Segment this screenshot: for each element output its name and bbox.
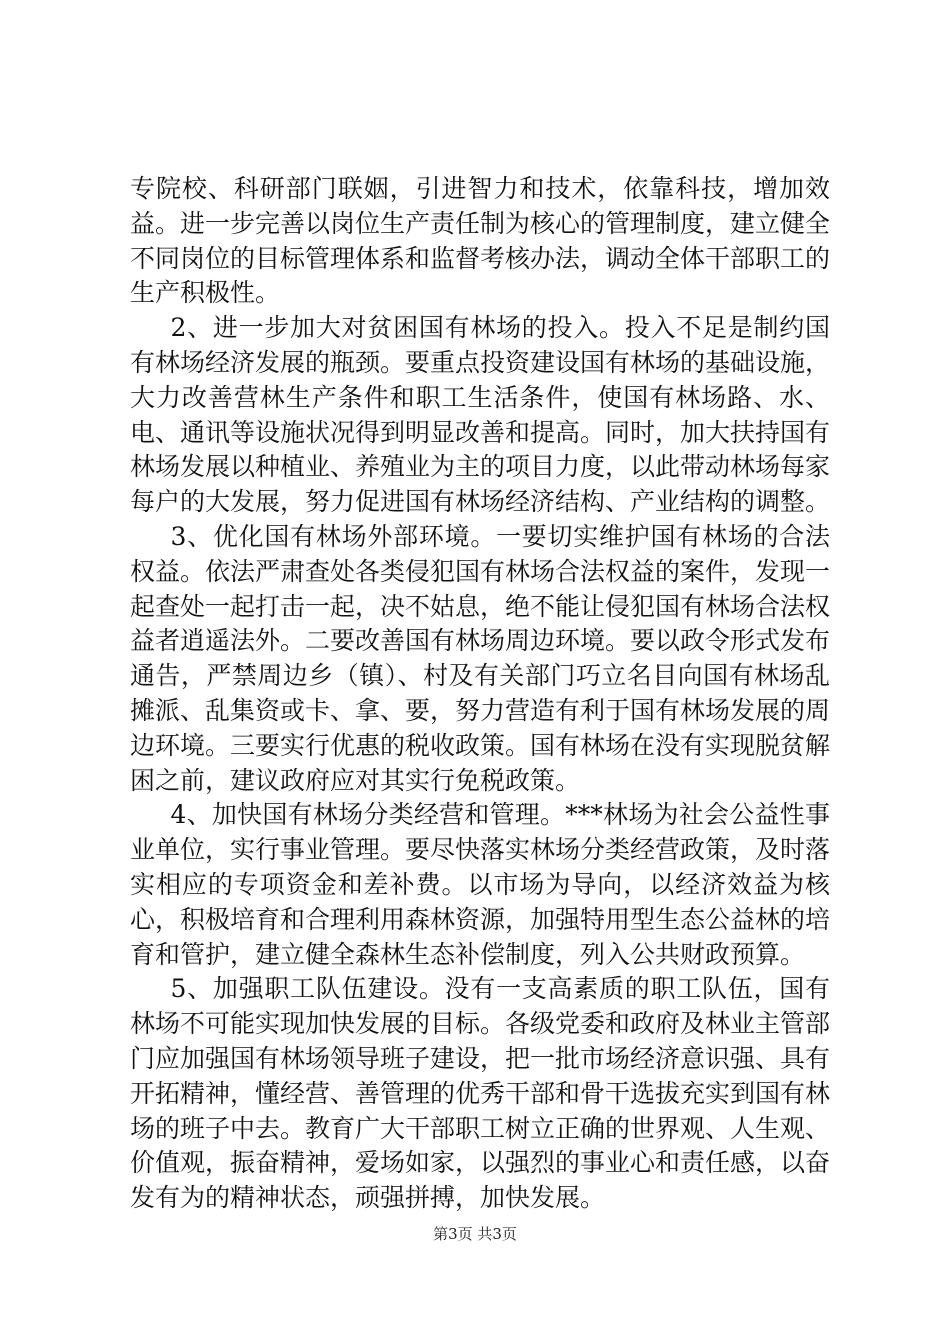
paragraph-item-4: 4、加快国有林场分类经营和管理。***林场为社会公益性事业单位，实行事业管理。要尽快落实林场分类经营政策，及时落实相应的专项资金和差补费。以市场为导向，以经济效益为核心，积极培育和合理利用森林资源，加强特用型生态公益林的培育和管护，建立健全森林生态补偿制度，列入公共财政预算。 <box>130 800 831 969</box>
page-footer: 第3页 共3页 <box>433 1225 517 1243</box>
paragraph-item-2: 2、进一步加大对贫困国有林场的投入。投入不足是制约国有林场经济发展的瓶颈。要重点投资建设国有林场的基础设施，大力改善营林生产条件和职工生活条件，使国有林场路、水、电、通讯等设施状况得到明显改善和提高。同时，加大扶持国有林场发展以种植业、养殖业为主的项目力度，以此带动林场每家每户的大发展，努力促进国有林场经济结构、产业结构的调整。 <box>130 313 831 517</box>
paragraph-item-3: 3、优化国有林场外部环境。一要切实维护国有林场的合法权益。依法严肃查处各类侵犯国有林场合法权益的案件，发现一起查处一起打击一起，决不姑息，绝不能让侵犯国有林场合法权益者逍遥法外。二要改善国有林场周边环境。要以政令形式发布通告，严禁周边乡（镇）、村及有关部门巧立名目向国有林场乱摊派、乱集资或卡、拿、要，努力营造有利于国有林场发展的周边环境。三要实行优惠的税收政策。国有林场在没有实现脱贫解困之前，建议政府应对其实行免税政策。 <box>130 521 831 795</box>
paragraph-item-5: 5、加强职工队伍建设。没有一支高素质的职工队伍，国有林场不可能实现加快发展的目标。各级党委和政府及林业主管部门应加强国有林场领导班子建设，把一批市场经济意识强、具有开拓精神，懂经营、善管理的优秀干部和骨干选拔充实到国有林场的班子中去。教育广大干部职工树立正确的世界观、人生观、价值观，振奋精神，爱场如家，以强烈的事业心和责任感，以奋发有为的精神状态，顽强拼搏，加快发展。 <box>130 974 831 1213</box>
document-body <box>130 172 830 1216</box>
paragraph-continuation: 专院校、科研部门联姻，引进智力和技术，依靠科技，增加效益。进一步完善以岗位生产责任制为核心的管理制度，建立健全不同岗位的目标管理体系和监督考核办法，调动全体干部职工的生产积极性。 <box>130 174 831 308</box>
